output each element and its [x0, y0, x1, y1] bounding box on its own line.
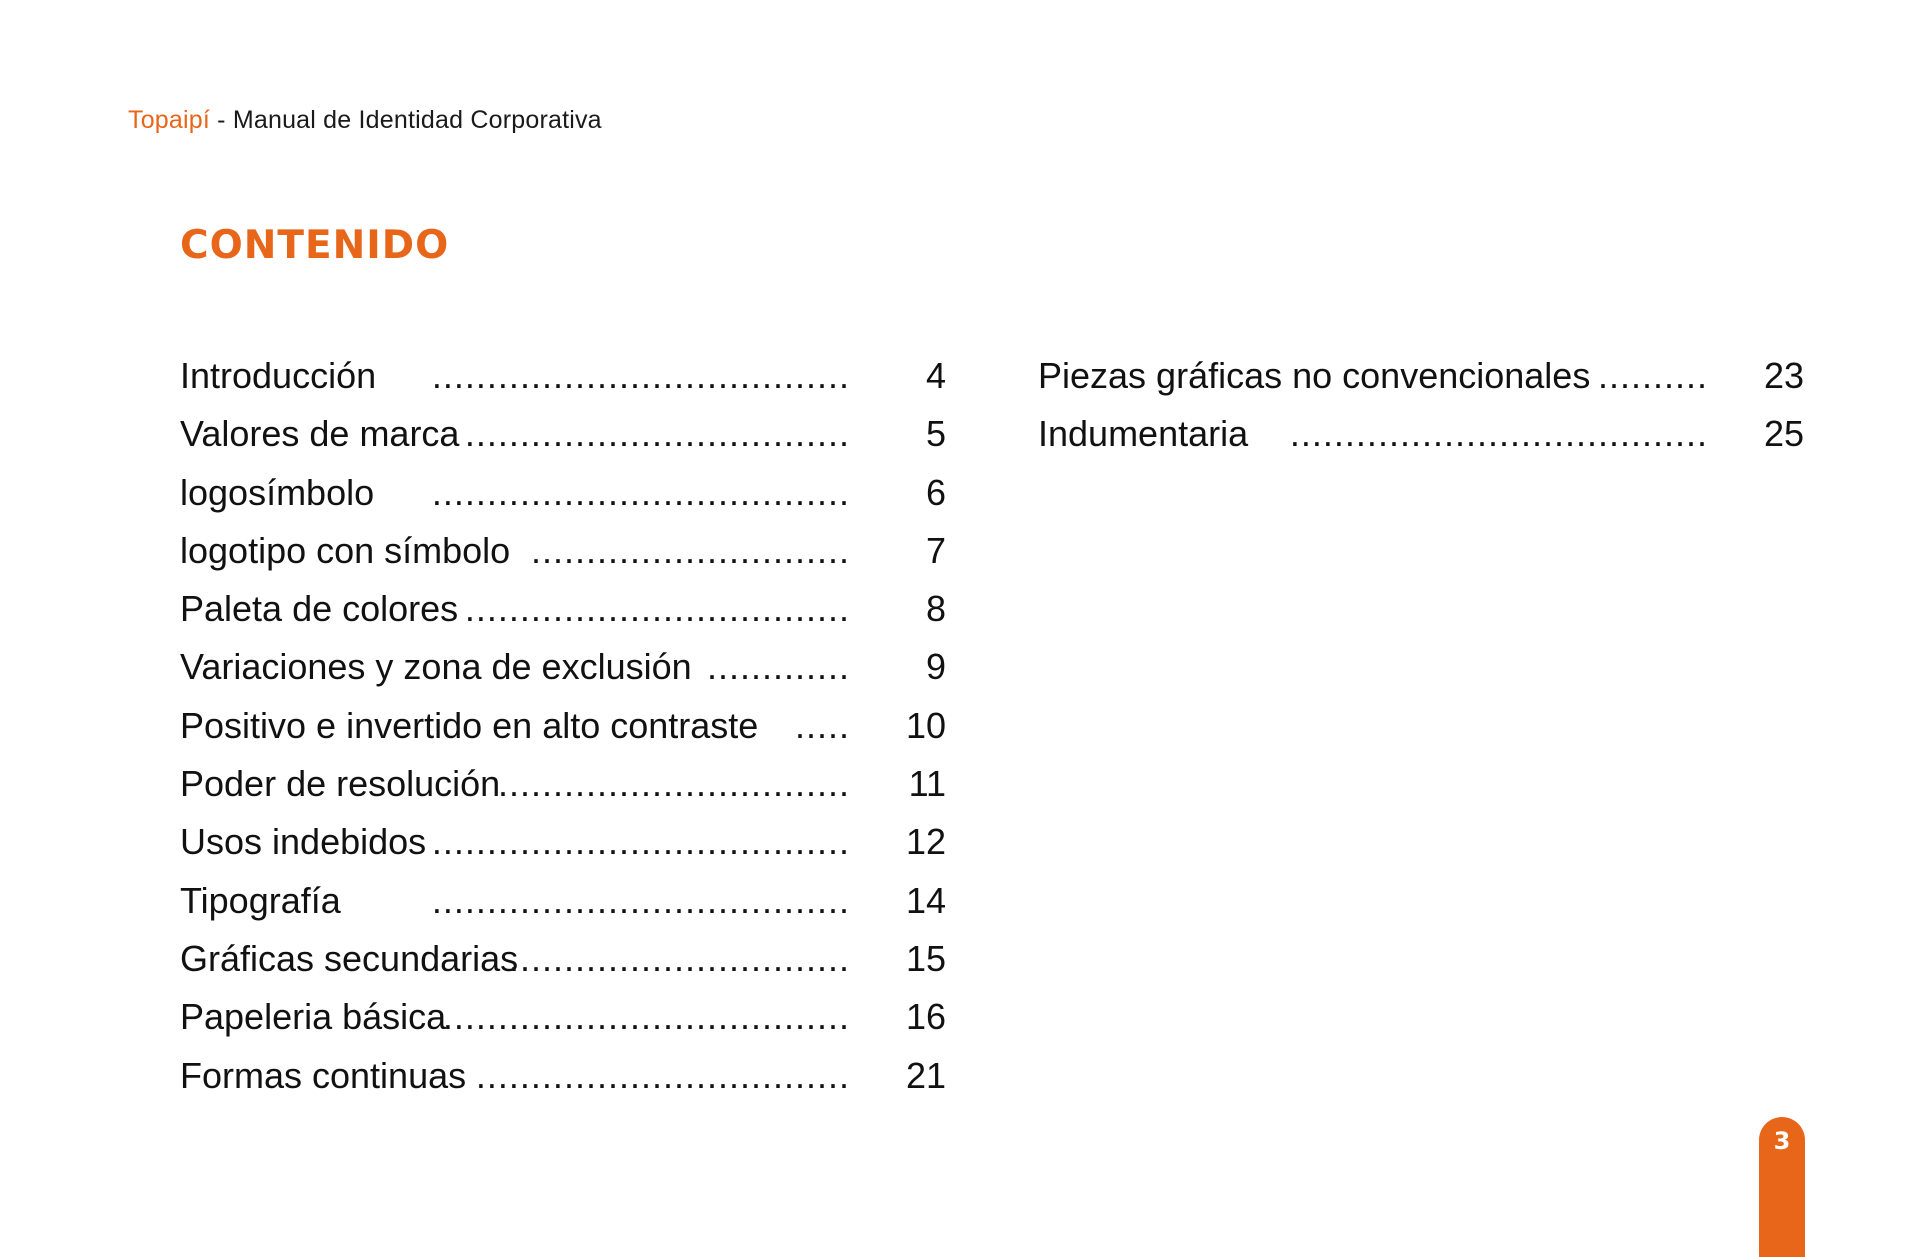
toc-entry-page: 4 — [925, 355, 946, 396]
toc-entry-leader: ............................. — [530, 529, 850, 571]
toc-entry-leader: ..................................... — [442, 996, 850, 1038]
brand-name: Topaipí — [128, 106, 211, 134]
toc-entry-introduccion[interactable] — [180, 350, 946, 408]
toc-entry-label: logotipo con símbolo — [180, 529, 511, 571]
toc-entry-page: 8 — [925, 588, 946, 630]
page-number-tab — [1759, 1117, 1805, 1257]
toc-entry-page: 10 — [905, 704, 946, 746]
toc-entry-page: 21 — [905, 1054, 946, 1096]
toc-entry-label: logosímbolo — [180, 471, 375, 513]
toc-entry-page: 5 — [925, 413, 946, 455]
toc-entry-page: 12 — [905, 821, 946, 863]
toc-entry-label: Valores de marca — [180, 413, 460, 455]
toc-entry-leader: ............................... — [508, 937, 850, 979]
toc-entry-label: Tipografía — [180, 879, 341, 921]
document-subtitle: Manual de Identidad Corporativa — [232, 106, 602, 134]
toc-entry-logotipo-con-simbolo[interactable] — [180, 525, 946, 583]
page-title: contenido — [180, 207, 450, 272]
toc-entry-paleta-de-colores[interactable] — [180, 583, 946, 641]
toc-entry-label: Variaciones y zona de exclusión — [180, 646, 692, 688]
toc-entry-page: 6 — [925, 471, 946, 513]
toc-entry-graficas-secundarias[interactable] — [180, 933, 946, 991]
toc-entry-leader: ................................ — [497, 763, 850, 805]
toc-entry-leader: ............. — [706, 646, 850, 688]
toc-entry-poder-de-resolucion[interactable] — [180, 758, 946, 816]
toc-entry-page: 14 — [905, 879, 946, 921]
toc-entry-leader: ...................................... — [1289, 413, 1708, 455]
toc-entry-leader: ................................... — [464, 588, 850, 630]
toc-entry-page: 11 — [908, 763, 946, 805]
toc-entry-papeleria-basica[interactable] — [180, 991, 946, 1049]
toc-entry-label: Paleta de colores — [180, 588, 459, 630]
running-header — [128, 106, 602, 135]
header-separator: - — [210, 106, 233, 134]
toc-entry-page: 9 — [925, 646, 946, 688]
toc-entry-piezas-graficas[interactable] — [1038, 350, 1804, 408]
toc-entry-page: 16 — [905, 996, 946, 1038]
toc-entry-leader: ...................................... — [431, 879, 850, 921]
toc-entry-leader: .................................. — [475, 1054, 850, 1096]
toc-entry-leader: ...................................... — [431, 471, 850, 513]
toc-entry-label: Usos indebidos — [180, 821, 427, 863]
toc-entry-formas-continuas[interactable] — [180, 1050, 946, 1108]
toc-entry-leader: ...................................... — [431, 355, 850, 396]
toc-entry-leader: ..... — [794, 704, 850, 746]
toc-column-right — [1038, 350, 1804, 467]
page-number: 3 — [1773, 1127, 1791, 1155]
toc-entry-label: Papeleria básica — [180, 996, 447, 1038]
toc-entry-page: 7 — [925, 529, 946, 571]
toc-entry-label: Piezas gráficas no convencionales — [1038, 355, 1591, 396]
toc-entry-page: 25 — [1763, 413, 1804, 455]
toc-entry-positivo-invertido[interactable] — [180, 700, 946, 758]
toc-entry-label: Gráficas secundarias — [180, 937, 519, 979]
toc-entry-variaciones-zona-exclusion[interactable] — [180, 641, 946, 699]
toc-entry-usos-indebidos[interactable] — [180, 816, 946, 874]
toc-entry-label: Formas continuas — [180, 1054, 467, 1096]
toc-entry-label: Poder de resolución — [180, 763, 501, 805]
toc-entry-label: Introducción — [180, 355, 377, 396]
toc-entry-leader: ................................... — [464, 413, 850, 455]
toc-entry-tipografia[interactable] — [180, 875, 946, 933]
toc-entry-valores-de-marca[interactable] — [180, 408, 946, 466]
toc-entry-logosimbolo[interactable] — [180, 467, 946, 525]
toc-entry-leader: ...................................... — [431, 821, 850, 863]
toc-entry-page: 15 — [905, 937, 946, 979]
toc-entry-page: 23 — [1763, 355, 1804, 396]
toc-entry-indumentaria[interactable] — [1038, 408, 1804, 466]
toc-entry-leader: .......... — [1597, 355, 1708, 396]
toc-entry-label: Indumentaria — [1038, 413, 1249, 455]
toc-column-left — [180, 350, 946, 1108]
toc-entry-label: Positivo e invertido en alto contraste — [180, 704, 759, 746]
